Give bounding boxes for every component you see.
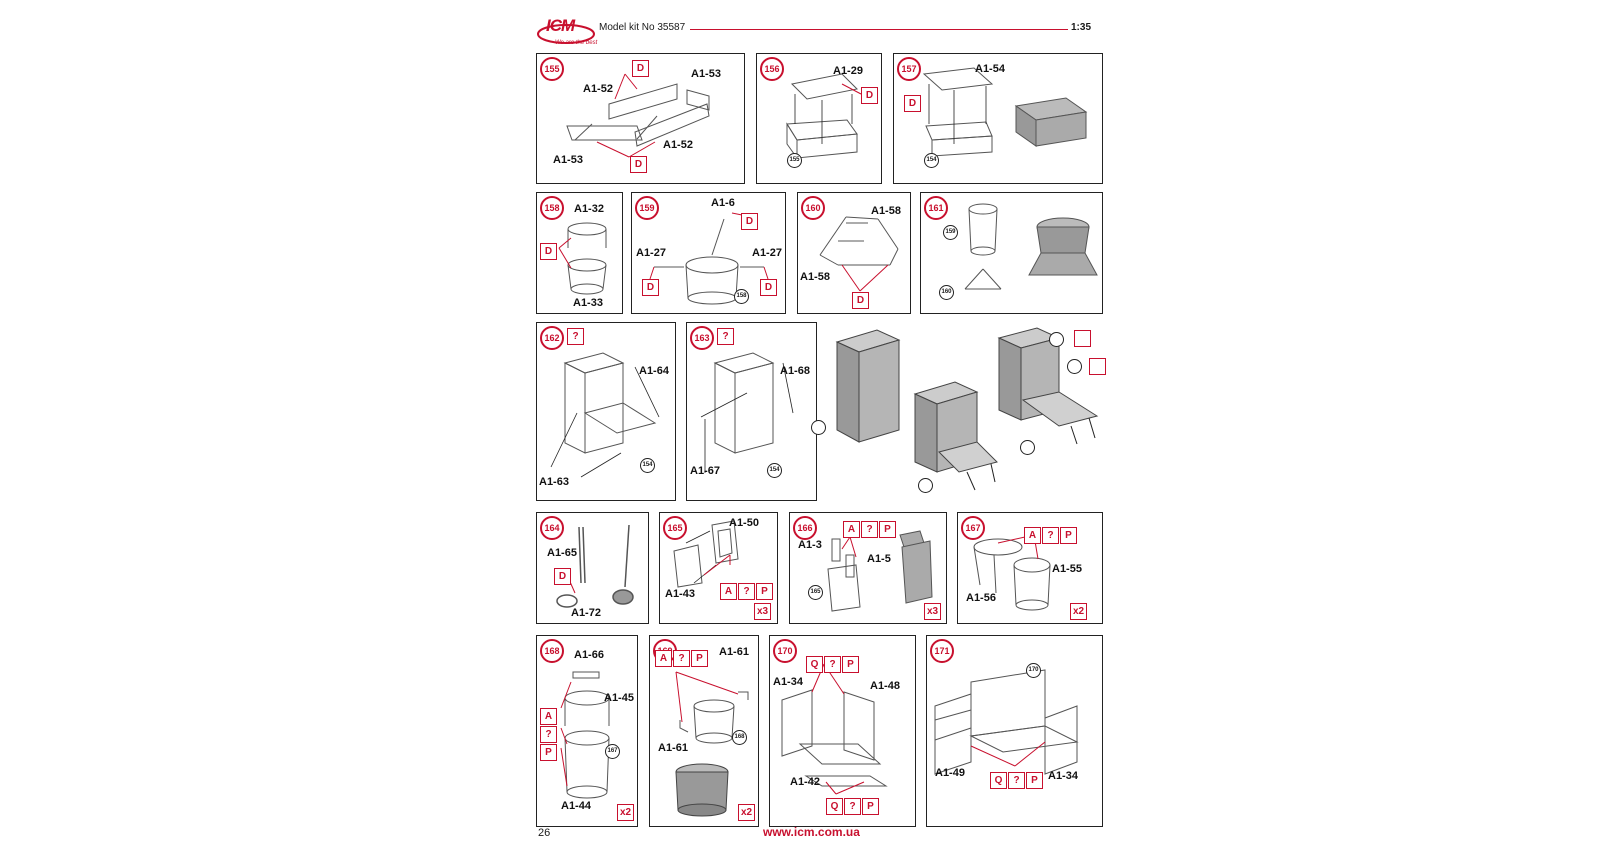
unknown-marker: ?: [1042, 527, 1059, 544]
part-label: A1-54: [975, 63, 1005, 75]
quantity-badge: x3: [754, 603, 771, 620]
paint-marker: P: [1060, 527, 1077, 544]
cement-marker: D: [630, 156, 647, 173]
adhesive-marker: A: [540, 708, 557, 725]
step-164-panel: [536, 512, 649, 624]
paint-marker: P: [756, 583, 773, 600]
step-170-panel: [769, 635, 916, 827]
step-number: 157: [897, 57, 921, 81]
cement-marker: D: [632, 60, 649, 77]
unknown-marker: ?: [673, 650, 690, 667]
unknown-marker: ?: [738, 583, 755, 600]
assembled-view: [827, 322, 1112, 501]
step-168-panel: [536, 635, 638, 827]
part-label: A1-27: [752, 247, 782, 259]
part-label: A1-45: [604, 692, 634, 704]
part-label: A1-50: [729, 517, 759, 529]
step-number: 162: [540, 326, 564, 350]
part-label: A1-48: [870, 680, 900, 692]
adhesive-marker: A: [655, 650, 672, 667]
scale-label: 1:35: [1071, 22, 1092, 33]
part-label: A1-5: [867, 553, 891, 565]
step-163-panel: [686, 322, 817, 501]
step-number: 164: [540, 516, 564, 540]
part-label: A1-32: [574, 203, 604, 215]
paint-marker: P: [842, 656, 859, 673]
unknown-marker: ?: [861, 521, 878, 538]
step-number: 166: [793, 516, 817, 540]
reference-circle: 154: [640, 458, 655, 473]
paint-marker: P: [862, 798, 879, 815]
reference-circle: 154: [924, 153, 939, 168]
assembled-drawing: [827, 322, 1112, 501]
cement-marker: Q: [806, 656, 823, 673]
kit-number: Model kit No 35587: [599, 22, 686, 33]
quantity-badge: x2: [1070, 603, 1087, 620]
part-label: A1-6: [711, 197, 735, 209]
part-label: A1-52: [663, 139, 693, 151]
reference-circle: 160: [939, 285, 954, 300]
step-162-panel: [536, 322, 676, 501]
unknown-marker: [1089, 358, 1106, 375]
reference-circle: [1020, 440, 1035, 455]
step-number: 163: [690, 326, 714, 350]
part-label: A1-64: [639, 365, 669, 377]
step-number: 160: [801, 196, 825, 220]
part-label: A1-67: [690, 465, 720, 477]
reference-circle: 154: [767, 463, 782, 478]
part-label: A1-56: [966, 592, 996, 604]
paint-marker: P: [879, 521, 896, 538]
step-171-drawing: [927, 636, 1104, 828]
unknown-marker: [1074, 330, 1091, 347]
unknown-marker: ?: [1008, 772, 1025, 789]
cement-marker: D: [741, 213, 758, 230]
unknown-marker: ?: [717, 328, 734, 345]
step-166-panel: [789, 512, 947, 624]
step-169-panel: [649, 635, 759, 827]
reference-circle: 155: [787, 153, 802, 168]
step-number: 159: [635, 196, 659, 220]
cement-marker: D: [760, 279, 777, 296]
reference-circle: [1049, 332, 1064, 347]
cement-marker: D: [904, 95, 921, 112]
step-155-panel: [536, 53, 745, 184]
part-label: A1-53: [691, 68, 721, 80]
part-label: A1-58: [800, 271, 830, 283]
paint-marker: P: [1026, 772, 1043, 789]
part-label: A1-34: [773, 676, 803, 688]
step-165-panel: [659, 512, 778, 624]
step-number: 170: [773, 639, 797, 663]
reference-circle: [811, 420, 826, 435]
header-rule: [690, 29, 1068, 30]
step-number: 156: [760, 57, 784, 81]
part-label: A1-52: [583, 83, 613, 95]
adhesive-marker: A: [843, 521, 860, 538]
unknown-marker: ?: [567, 328, 584, 345]
part-label: A1-53: [553, 154, 583, 166]
part-label: A1-43: [665, 588, 695, 600]
step-157-panel: [893, 53, 1103, 184]
adhesive-marker: A: [720, 583, 737, 600]
part-label: A1-44: [561, 800, 591, 812]
step-number: 165: [663, 516, 687, 540]
part-label: A1-61: [719, 646, 749, 658]
cement-marker: D: [540, 243, 557, 260]
part-label: A1-55: [1052, 563, 1082, 575]
step-159-panel: [631, 192, 786, 314]
quantity-badge: x3: [924, 603, 941, 620]
part-label: A1-34: [1048, 770, 1078, 782]
step-number: 171: [930, 639, 954, 663]
step-156-panel: [756, 53, 882, 184]
brand-logo-text: ICM: [546, 16, 575, 35]
reference-circle: 165: [808, 585, 823, 600]
part-label: A1-66: [574, 649, 604, 661]
step-161-panel: [920, 192, 1103, 314]
adhesive-marker: A: [1024, 527, 1041, 544]
step-number: 168: [540, 639, 564, 663]
cement-marker: D: [642, 279, 659, 296]
cement-marker: D: [861, 87, 878, 104]
part-label: A1-58: [871, 205, 901, 217]
cement-marker: Q: [826, 798, 843, 815]
quantity-badge: x2: [617, 804, 634, 821]
part-label: A1-49: [935, 767, 965, 779]
step-number: 161: [924, 196, 948, 220]
part-label: A1-27: [636, 247, 666, 259]
unknown-marker: ?: [540, 726, 557, 743]
page-number: 26: [538, 827, 551, 839]
reference-circle: 167: [605, 744, 620, 759]
step-number: 158: [540, 196, 564, 220]
reference-circle: [1067, 359, 1082, 374]
part-label: A1-65: [547, 547, 577, 559]
reference-circle: 159: [943, 225, 958, 240]
part-label: A1-33: [573, 297, 603, 309]
brand-slogan: We are the best: [555, 40, 598, 46]
part-label: A1-61: [658, 742, 688, 754]
part-label: A1-63: [539, 476, 569, 488]
step-number: 155: [540, 57, 564, 81]
step-167-panel: [957, 512, 1103, 624]
cement-marker: D: [852, 292, 869, 309]
step-160-panel: [797, 192, 911, 314]
part-label: A1-68: [780, 365, 810, 377]
unknown-marker: ?: [824, 656, 841, 673]
reference-circle: 158: [734, 289, 749, 304]
paint-marker: P: [540, 744, 557, 761]
step-number: 167: [961, 516, 985, 540]
step-171-panel: [926, 635, 1103, 827]
unknown-marker: ?: [844, 798, 861, 815]
part-label: A1-42: [790, 776, 820, 788]
cement-marker: Q: [990, 772, 1007, 789]
quantity-badge: x2: [738, 804, 755, 821]
cement-marker: D: [554, 568, 571, 585]
part-label: A1-72: [571, 607, 601, 619]
reference-circle: 170: [1026, 663, 1041, 678]
part-label: A1-3: [798, 539, 822, 551]
part-label: A1-29: [833, 65, 863, 77]
step-158-panel: [536, 192, 623, 314]
reference-circle: [918, 478, 933, 493]
website-link[interactable]: www.icm.com.ua: [763, 825, 860, 839]
paint-marker: P: [691, 650, 708, 667]
reference-circle: 168: [732, 730, 747, 745]
